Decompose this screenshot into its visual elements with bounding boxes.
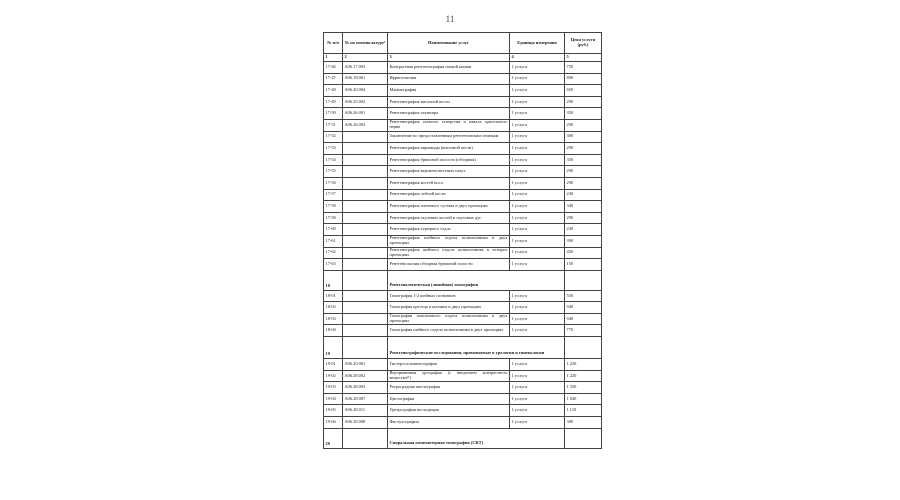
row-number: 19-06 <box>324 417 343 429</box>
nomenclature-code <box>343 235 388 247</box>
empty-cell <box>343 428 388 448</box>
nomenclature-code <box>343 189 388 201</box>
row-number: 17-60 <box>324 224 343 236</box>
unit: 1 услуга <box>510 325 565 337</box>
nomenclature-code <box>343 259 388 271</box>
service-name: Рентгенография брюшной полости (обзорная) <box>388 154 510 166</box>
nomenclature-code <box>343 131 388 143</box>
service-name: Внутривенная урография (с введением контрастного вещества¹¹) <box>389 370 508 380</box>
table-row <box>324 177 602 189</box>
empty-cell <box>565 428 602 448</box>
row-number: 19-03 <box>324 382 343 394</box>
nomenclature-code: A06.25.002 <box>343 96 388 108</box>
table-row <box>324 235 602 247</box>
price: 350 <box>565 108 602 120</box>
nomenclature-code: A06.28.002 <box>343 370 388 382</box>
unit: 1 услуга <box>510 166 565 178</box>
column-number: 2 <box>343 54 388 62</box>
price: 1 220 <box>565 359 602 371</box>
row-number: 17-59 <box>324 212 343 224</box>
price: 290 <box>565 119 602 131</box>
header-price: Цена услуги (руб.) <box>565 33 602 54</box>
section-row <box>324 337 602 359</box>
table-row <box>324 212 602 224</box>
unit: 1 услуга <box>510 405 565 417</box>
row-number: 18-01 <box>324 290 343 302</box>
unit: 1 услуга <box>510 302 565 314</box>
row-number: 18-03 <box>324 313 343 325</box>
nomenclature-code: A06.20.004 <box>343 85 388 97</box>
table-row <box>324 85 602 97</box>
unit: 1 услуга <box>510 313 565 325</box>
row-number: 17-53 <box>324 143 343 155</box>
nomenclature-code <box>343 325 388 337</box>
row-number: 19-02 <box>324 370 343 382</box>
price: 290 <box>565 212 602 224</box>
unit: 1 услуга <box>510 247 565 259</box>
row-number: 17-52 <box>324 131 343 143</box>
empty-cell <box>565 337 602 359</box>
price: 290 <box>565 96 602 108</box>
service-name: Томография крестца и копчика в двух проекциях <box>388 302 510 314</box>
nomenclature-code: A06.28.003 <box>343 382 388 394</box>
service-name: Рентгеноскопия обзорная брюшной полости <box>388 259 510 271</box>
nomenclature-code <box>343 247 388 259</box>
row-number: 17-57 <box>324 189 343 201</box>
row-number: 17-56 <box>324 177 343 189</box>
nomenclature-code <box>343 313 388 325</box>
column-number: 5 <box>565 54 602 62</box>
header-unit: Единица измерения <box>510 33 565 54</box>
unit: 1 услуга <box>510 201 565 213</box>
row-number: 17-55 <box>324 166 343 178</box>
unit: 1 услуга <box>510 131 565 143</box>
nomenclature-code: A06.18.001 <box>343 73 388 85</box>
service-name: Рентгенография костей носа <box>388 177 510 189</box>
table-row <box>324 108 602 120</box>
row-number: 17-58 <box>324 201 343 213</box>
unit: 1 услуга <box>510 85 565 97</box>
section-number: 19 <box>324 337 343 359</box>
service-name: Контрастная рентгенография тонкой кишки <box>388 62 510 74</box>
price: 940 <box>565 313 602 325</box>
section-title: Рентгенологическая (линейная) томография <box>388 270 565 290</box>
table-row <box>324 96 602 108</box>
nomenclature-code: A06.28.007 <box>343 393 388 405</box>
unit: 1 услуга <box>510 370 565 382</box>
unit: 1 услуга <box>510 359 565 371</box>
unit: 1 услуга <box>510 108 565 120</box>
price: 290 <box>565 166 602 178</box>
unit: 1 услуга <box>510 235 565 247</box>
table-row <box>324 143 602 155</box>
service-name: Рентгенография шейного отдела позвоночника в двух проекциях <box>389 235 508 246</box>
price: 350 <box>565 154 602 166</box>
table-row <box>324 405 602 417</box>
table-row <box>324 166 602 178</box>
price: 550 <box>565 290 602 302</box>
unit: 1 услуга <box>510 290 565 302</box>
section-title: Спиральная компьютерная томография (СКТ) <box>388 428 565 448</box>
row-number: 17-61 <box>324 235 343 247</box>
table-row <box>324 393 602 405</box>
unit: 1 услуга <box>510 143 565 155</box>
service-name: Уретрография восходящая <box>388 405 510 417</box>
price: 300 <box>565 417 602 429</box>
table-row <box>324 313 602 325</box>
price: 1 220 <box>565 370 602 382</box>
row-number: 17-46 <box>324 62 343 74</box>
service-name: Рентгенография верхнечелюстных пазух <box>388 166 510 178</box>
nomenclature-code <box>343 143 388 155</box>
header-service-name: Наименование услуг <box>388 33 510 54</box>
service-name: Рентгенография височной кости <box>388 96 510 108</box>
section-title: Рентгенографические исследования, применяемые в урологии и гинекологии <box>388 337 565 359</box>
unit: 1 услуга <box>510 73 565 85</box>
section-number: 18 <box>324 270 343 290</box>
nomenclature-code <box>343 290 388 302</box>
table-row <box>324 224 602 236</box>
price: 240 <box>565 189 602 201</box>
row-number: 19-04 <box>324 393 343 405</box>
table-row <box>324 201 602 213</box>
table-row <box>324 73 602 85</box>
empty-cell <box>343 337 388 359</box>
price: 240 <box>565 224 602 236</box>
nomenclature-code <box>343 177 388 189</box>
price-list-table <box>323 32 602 449</box>
column-number: 3 <box>388 54 510 62</box>
nomenclature-code <box>343 154 388 166</box>
service-name: Рентгенография пирамиды (височной кости) <box>388 143 510 155</box>
row-number: 17-49 <box>324 96 343 108</box>
table-row <box>324 62 602 74</box>
service-name: Рентгенография скуловых костей и скуловых дуг <box>388 212 510 224</box>
unit: 1 услуга <box>510 212 565 224</box>
nomenclature-code: A06.30.008 <box>343 417 388 429</box>
unit: 1 услуга <box>510 154 565 166</box>
service-name: Фистулография <box>388 417 510 429</box>
header-nomenclature-number: № по номенклатуре¹ <box>343 33 388 54</box>
table-row <box>324 189 602 201</box>
table-row <box>324 154 602 166</box>
row-number: 17-62 <box>324 247 343 259</box>
service-name: Рентгенография плечевого сустава в двух проекциях <box>388 201 510 213</box>
row-number: 17-63 <box>324 259 343 271</box>
service-name: Цистография <box>388 393 510 405</box>
row-number: 19-01 <box>324 359 343 371</box>
row-number: 17-47 <box>324 73 343 85</box>
table-row <box>324 259 602 271</box>
service-name: Рентгенография лобной кости <box>388 189 510 201</box>
table-row <box>324 382 602 394</box>
service-name: Рентгенография шейного отдела позвоночника в четырех проекциях <box>389 247 508 257</box>
service-name: Рентгенография глазного отверстия и канала зрительного нерва <box>389 119 508 130</box>
price: 1 350 <box>565 382 602 394</box>
service-name: Гистеросальпингография <box>388 359 510 371</box>
price: 1 040 <box>565 393 602 405</box>
column-number: 4 <box>510 54 565 62</box>
unit: 1 услуга <box>510 259 565 271</box>
row-number: 18-02 <box>324 302 343 314</box>
unit: 1 услуга <box>510 224 565 236</box>
row-number: 19-05 <box>324 405 343 417</box>
section-number: 20 <box>324 428 343 448</box>
service-name: Ирригоскопия <box>388 73 510 85</box>
column-number: 1 <box>324 54 343 62</box>
unit: 1 услуга <box>510 382 565 394</box>
service-name: Маммография <box>388 85 510 97</box>
nomenclature-code: A06.28.011 <box>343 405 388 417</box>
nomenclature-code <box>343 201 388 213</box>
service-name: Томография 1-2 шейных позвонков <box>388 290 510 302</box>
price: 770 <box>565 325 602 337</box>
service-name: Заключение по предоставленным рентгеновским снимкам <box>388 131 510 143</box>
unit: 1 услуга <box>510 393 565 405</box>
price: 750 <box>565 62 602 74</box>
unit: 1 услуга <box>510 119 565 131</box>
nomenclature-code <box>343 212 388 224</box>
table-row <box>324 359 602 371</box>
price: 800 <box>565 73 602 85</box>
table-row <box>324 290 602 302</box>
price: 300 <box>565 131 602 143</box>
header-row-number: № п/п <box>324 33 343 54</box>
service-name: Рентгенография турецкого седла <box>388 224 510 236</box>
nomenclature-code <box>343 166 388 178</box>
price: 390 <box>565 235 602 247</box>
page-number: 11 <box>445 14 455 24</box>
empty-cell <box>343 270 388 290</box>
price: 290 <box>565 177 602 189</box>
service-name: Рентгенография глазницы <box>388 108 510 120</box>
row-number: 17-51 <box>324 119 343 131</box>
service-name: Томография поясничного отдела позвоночника в двух проекциях <box>389 313 508 324</box>
row-number: 17-50 <box>324 108 343 120</box>
service-name: Томография шейного отдела позвоночника в двух проекциях <box>388 325 510 337</box>
section-row <box>324 428 602 448</box>
section-row <box>324 270 602 290</box>
nomenclature-code <box>343 224 388 236</box>
nomenclature-code: A06.17.003 <box>343 62 388 74</box>
unit: 1 услуга <box>510 177 565 189</box>
table-row <box>324 302 602 314</box>
price: 150 <box>565 259 602 271</box>
unit: 1 услуга <box>510 417 565 429</box>
price: 340 <box>565 201 602 213</box>
unit: 1 услуга <box>510 62 565 74</box>
price: 650 <box>565 85 602 97</box>
row-number: 17-54 <box>324 154 343 166</box>
nomenclature-code: A06.26.002 <box>343 119 388 131</box>
nomenclature-code: A06.20.001 <box>343 359 388 371</box>
table-row <box>324 417 602 429</box>
table-row <box>324 325 602 337</box>
table-row <box>324 247 602 259</box>
nomenclature-code: A06.26.001 <box>343 108 388 120</box>
price: 940 <box>565 302 602 314</box>
table-row <box>324 370 602 382</box>
empty-cell <box>565 270 602 290</box>
row-number: 17-48 <box>324 85 343 97</box>
nomenclature-code <box>343 302 388 314</box>
price: 1 110 <box>565 405 602 417</box>
service-name: Ретроградная пиелография <box>388 382 510 394</box>
table-row <box>324 119 602 131</box>
price: 290 <box>565 143 602 155</box>
column-number-row <box>324 54 602 62</box>
table-header <box>324 33 602 54</box>
table-body <box>324 54 602 449</box>
row-number: 18-04 <box>324 325 343 337</box>
unit: 1 услуга <box>510 96 565 108</box>
unit: 1 услуга <box>510 189 565 201</box>
price: 450 <box>565 247 602 259</box>
table-row <box>324 131 602 143</box>
